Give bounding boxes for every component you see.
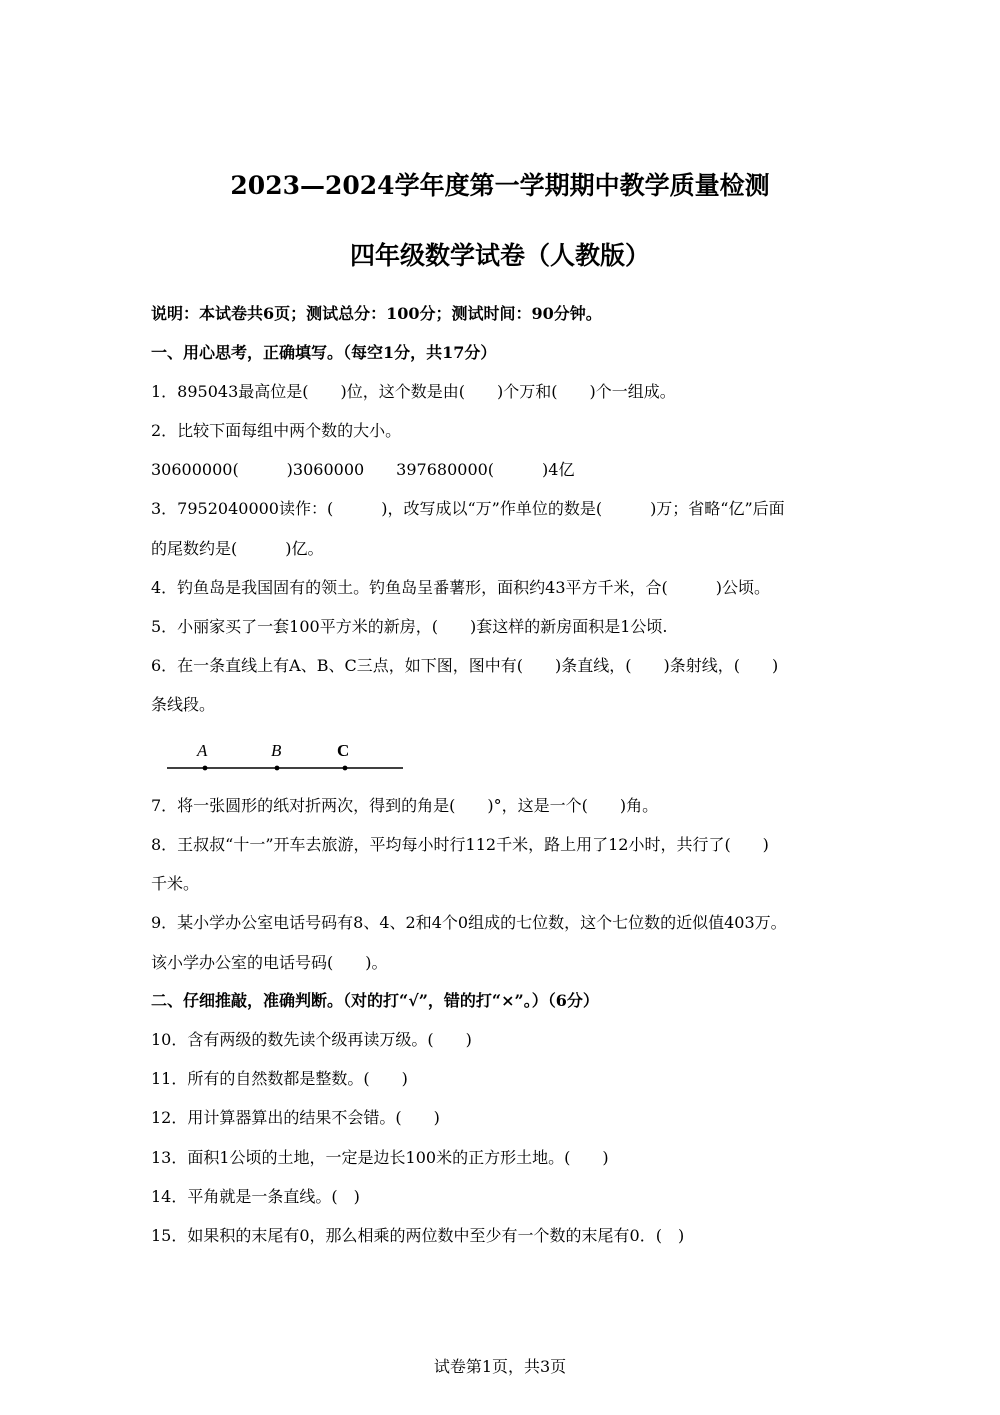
point-a-label: A — [197, 741, 208, 760]
exam-instructions: 说明：本试卷共6页；测试总分：100分；测试时间：90分钟。 — [151, 304, 602, 323]
exam-title-line2: 四年级数学试卷（人教版） — [349, 241, 650, 270]
question-5: 5．小丽家买了一套100平方米的新房，( )套这样的新房面积是1公顷. — [151, 617, 668, 636]
question-8: 8．王叔叔“十一”开车去旅游，平均每小时行112千米，路上用了12小时，共行了( ) — [151, 835, 769, 854]
question-13: 13．面积1公顷的土地，一定是边长100米的正方形土地。( ) — [151, 1148, 609, 1167]
point-c-label: C — [337, 741, 350, 760]
point-b-label: B — [271, 741, 282, 760]
question-2: 2．比较下面每组中两个数的大小。 — [151, 421, 402, 440]
section2-heading: 二、仔细推敲，准确判断。（对的打“√”，错的打“×”。）（6分） — [151, 991, 599, 1010]
question-7: 7．将一张圆形的纸对折两次，得到的角是( )°，这是一个( )角。 — [151, 796, 659, 815]
question-6-cont: 条线段。 — [151, 695, 216, 714]
question-10: 10．含有两级的数先读个级再读万级。( ) — [151, 1030, 472, 1049]
question-4: 4．钓鱼岛是我国固有的领土。钓鱼岛呈番薯形，面积约43平方千米，合( )公顷。 — [151, 578, 771, 597]
question-12: 12．用计算器算出的结果不会错。( ) — [151, 1108, 440, 1127]
question-11: 11．所有的自然数都是整数。( ) — [151, 1069, 408, 1088]
question-1: 1．895043最高位是( )位，这个数是由( )个万和( )个一组成。 — [151, 382, 676, 401]
exam-title-line1: 2023—2024学年度第一学期期中教学质量检测 — [230, 171, 770, 200]
point-c-dot — [343, 766, 348, 771]
page-footer: 试卷第1页，共3页 — [433, 1357, 567, 1376]
question-14: 14．平角就是一条直线。( ) — [151, 1187, 360, 1206]
question-15: 15．如果积的末尾有0，那么相乘的两位数中至少有一个数的末尾有0．( ) — [151, 1226, 685, 1245]
question-9: 9．某小学办公室电话号码有8、4、2和4个0组成的七位数，这个七位数的近似值403万。 — [151, 913, 787, 932]
question-6: 6．在一条直线上有A、B、C三点，如下图，图中有( )条直线，( )条射线，( ) — [151, 656, 779, 675]
line-abc-figure — [165, 736, 405, 776]
question-3-cont: 的尾数约是( )亿。 — [151, 539, 324, 558]
point-b-dot — [275, 766, 280, 771]
point-a-dot — [203, 766, 208, 771]
question-9-cont: 该小学办公室的电话号码( )。 — [151, 953, 388, 972]
question-3: 3．7952040000读作：( )，改写成以“万”作单位的数是( )万；省略“亿”后面 — [151, 499, 785, 518]
section1-heading: 一、用心思考，正确填写。（每空1分，共17分） — [151, 343, 497, 362]
question-8-cont: 千米。 — [151, 874, 200, 893]
question-2-compare: 30600000( )3060000 397680000( )4亿 — [151, 460, 575, 479]
